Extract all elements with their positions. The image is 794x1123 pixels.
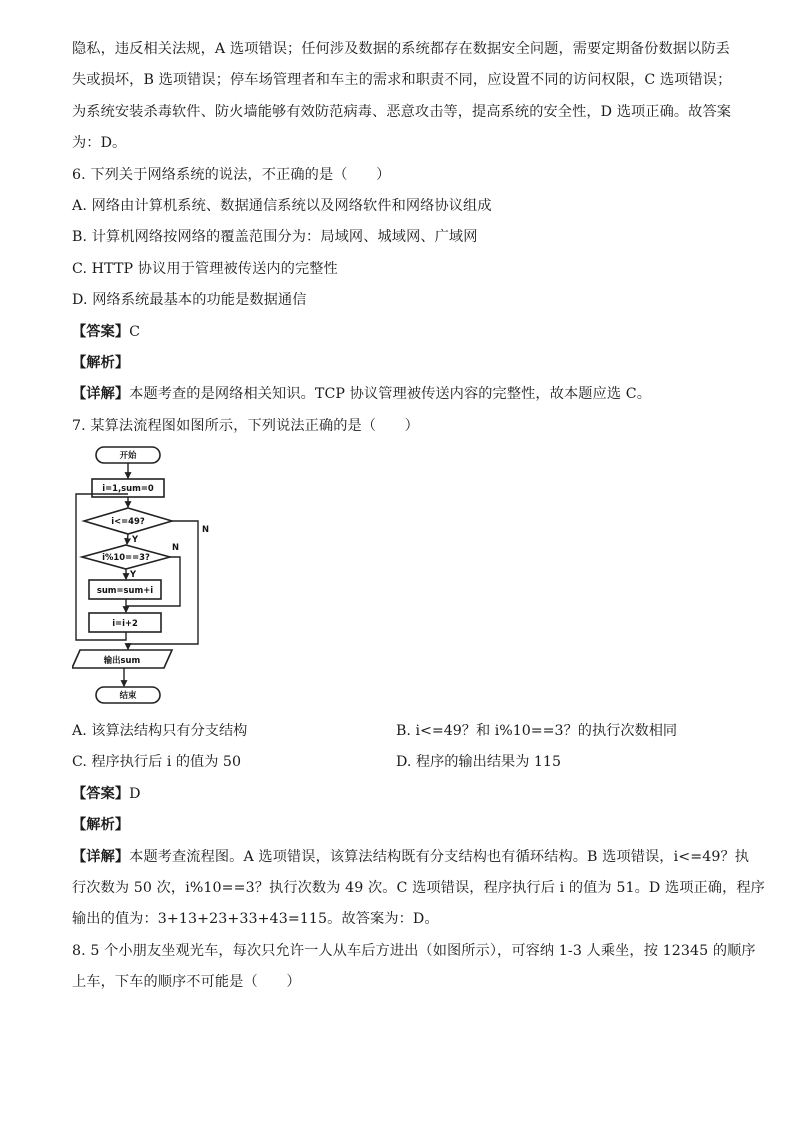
cond2-no-label: N <box>172 542 180 553</box>
option-b: B. 计算机网络按网络的覆盖范围分为：局域网、城域网、广域网 <box>72 229 478 246</box>
inc-label: i=i+2 <box>112 618 138 629</box>
paragraph-line: 隐私，违反相关法规，A 选项错误；任何涉及数据的系统都存在数据安全问题，需要定期备份数据以防丢 <box>72 41 730 57</box>
detail-text: 本题考查的是网络相关知识。TCP 协议管理被传送内容的完整性，故本题应选 C。 <box>129 386 651 403</box>
output-label: 输出sum <box>103 655 141 666</box>
analysis-line <box>72 348 732 379</box>
prev-explanation <box>72 34 732 160</box>
question-8 <box>72 936 756 999</box>
arrow-cond1-cond2 <box>127 534 128 544</box>
cond2-yes-label: Y <box>130 569 137 580</box>
cond2-label: i%10==3? <box>102 552 150 563</box>
flowchart <box>72 444 732 716</box>
question-stem: 上车，下车的顺序不可能是（ ） <box>72 974 301 991</box>
question-6 <box>72 160 732 411</box>
question-stem: 6. 下列关于网络系统的说法，不正确的是（ ） <box>72 166 391 183</box>
option-d: D. 网络系统最基本的功能是数据通信 <box>72 292 307 309</box>
answer-line <box>72 779 732 810</box>
detail-line <box>72 379 732 410</box>
question-7 <box>72 411 765 936</box>
option-b: B. i<=49？和 i%10==3？的执行次数相同 <box>396 723 678 740</box>
sum-label: sum=sum+i <box>96 585 154 596</box>
options-row-1 <box>72 716 732 747</box>
options-row-2 <box>72 747 732 778</box>
question-stem: 8. 5 个小朋友坐观光车，每次只允许一人从车后方进出（如图所示），可容纳 1-3 人乘坐，按 12345 的顺序 <box>72 942 756 959</box>
answer-value: D <box>129 785 141 802</box>
paragraph-line: 为系统安装杀毒软件、防火墙能够有效防范病毒、恶意攻击等，提高系统的安全性，D 选项正确。故答案 <box>72 103 732 120</box>
answer-value: C <box>129 323 141 340</box>
paragraph-line: 失或损坏，B 选项错误；停车场管理者和车主的需求和职责不同，应设置不同的访问权限，C 选项错误； <box>72 72 732 89</box>
detail-label: 【详解】 <box>72 848 130 865</box>
detail-line: 行次数为 50 次，i%10==3？执行次数为 49 次。C 选项错误，程序执行后 i 的值为 51。D 选项正确，程序 <box>72 880 765 897</box>
answer-label: 【答案】 <box>72 785 130 802</box>
option-c: C. HTTP 协议用于管理被传送内的完整性 <box>72 260 338 277</box>
answer-label: 【答案】 <box>72 323 130 340</box>
cond1-no-label: N <box>202 524 210 535</box>
detail-text: 本题考查流程图。A 选项错误，该算法结构既有分支结构也有循环结构。B 选项错误，i<=49？执 <box>129 848 750 865</box>
end-label: 结束 <box>119 690 137 701</box>
start-label: 开始 <box>119 450 137 461</box>
init-label: i=1,sum=0 <box>102 483 154 494</box>
detail-line <box>72 842 750 873</box>
analysis-label: 【解析】 <box>72 817 130 834</box>
cond1-yes-label: Y <box>132 534 139 545</box>
document-page <box>72 34 765 999</box>
question-stem: 7. 某算法流程图如图所示，下列说法正确的是（ ） <box>72 417 419 434</box>
option-d: D. 程序的输出结果为 115 <box>396 754 561 771</box>
flowchart-svg <box>72 444 272 716</box>
cond1-label: i<=49? <box>111 516 145 527</box>
option-a: A. 该算法结构只有分支结构 <box>72 723 248 740</box>
analysis-line <box>72 810 732 841</box>
detail-line: 输出的值为：3+13+23+33+43=115。故答案为：D。 <box>72 911 439 928</box>
option-c: C. 程序执行后 i 的值为 50 <box>72 754 241 771</box>
option-a: A. 网络由计算机系统、数据通信系统以及网络软件和网络协议组成 <box>72 197 492 214</box>
detail-label: 【详解】 <box>72 386 130 403</box>
answer-line <box>72 317 732 348</box>
analysis-label: 【解析】 <box>72 354 130 371</box>
paragraph-line: 为：D。 <box>72 135 127 152</box>
